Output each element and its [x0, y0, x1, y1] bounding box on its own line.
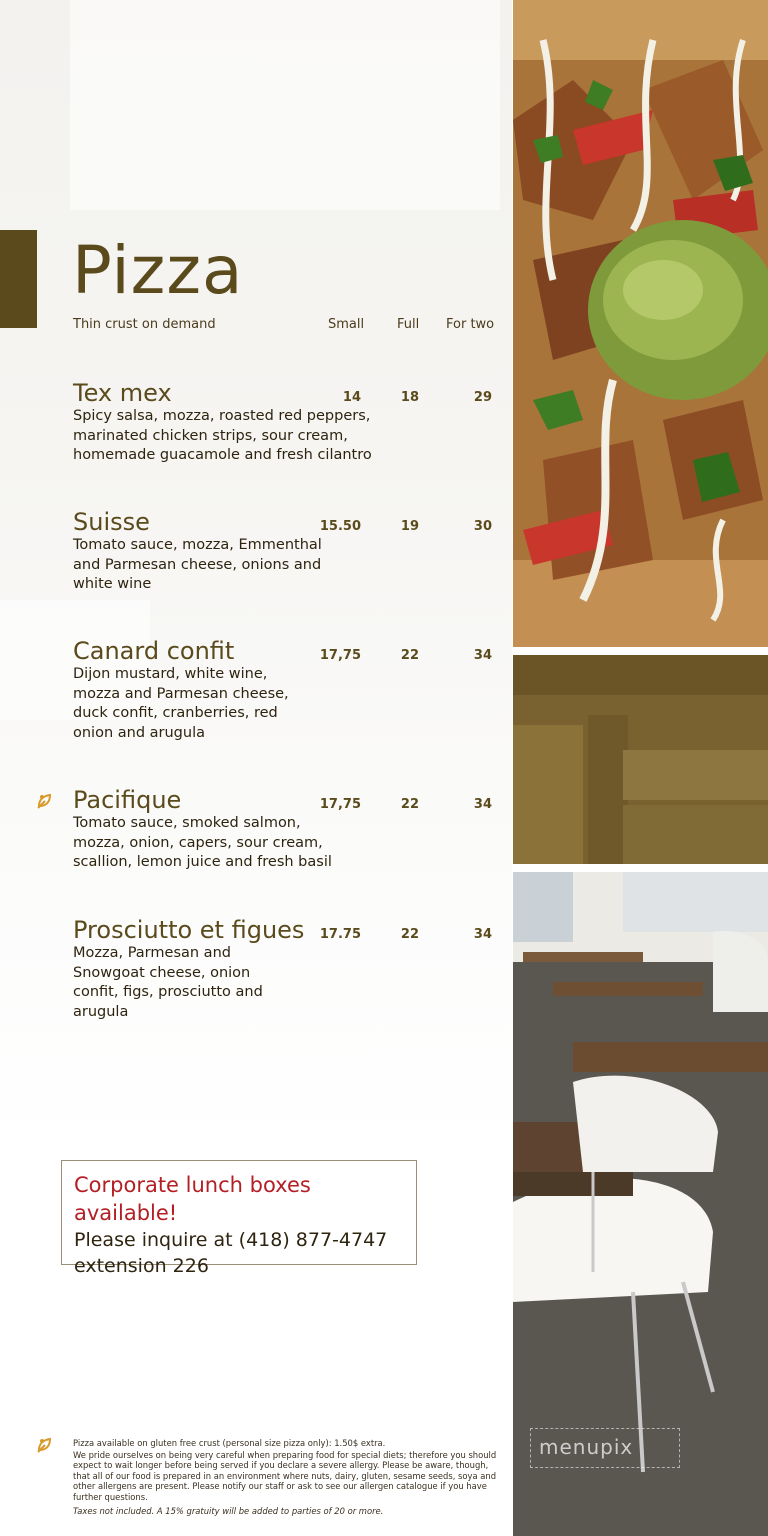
footnotes — [73, 1438, 503, 1517]
item-name: Pacifique — [73, 786, 182, 814]
pizza-photo — [513, 0, 768, 647]
price-small: 17.75 — [319, 927, 361, 942]
price-small: 14 — [342, 390, 361, 405]
allergy-note: We pride ourselves on being very careful when preparing food for special diets; therefore you should expect to wait longer before being served if you declare a severe allergy. Please be aware, though, that all of our food is prepared in an environment where nuts, dairy, gluten, sesame seeds, soya and other allergens are present. Please notify our staff or ask to see our allergen catalogue if you have further questions. — [73, 1449, 497, 1502]
price-for-two: 34 — [473, 927, 492, 942]
item-description: Spicy salsa, mozza, roasted red peppers, marinated chicken strips, sour cream, homemade guacamole and fresh cilantro — [73, 408, 372, 464]
price-full: 19 — [400, 519, 419, 534]
column-header-small: Small — [328, 317, 365, 332]
item-name: Tex mex — [73, 379, 172, 407]
menupix-watermark: menupix — [530, 1428, 680, 1468]
price-full: 22 — [400, 927, 419, 942]
corporate-lunch-promo — [61, 1160, 417, 1277]
price-full: 22 — [400, 648, 419, 663]
subtitle: Thin crust on demand — [73, 317, 216, 332]
window-reflection — [70, 0, 500, 210]
price-for-two: 30 — [473, 519, 492, 534]
promo-phone: Please inquire at (418) 877-4747 — [74, 1229, 388, 1251]
column-header-for-two: For two — [446, 317, 495, 332]
item-name: Prosciutto et figues — [73, 916, 305, 944]
item-name: Suisse — [73, 508, 150, 536]
title-accent-bar — [0, 230, 37, 328]
restaurant-wall-photo — [513, 655, 768, 864]
promo-extension: extension 226 — [74, 1255, 209, 1277]
price-small: 17,75 — [319, 797, 361, 812]
price-full: 18 — [400, 390, 419, 405]
price-for-two: 34 — [473, 648, 492, 663]
leaf-icon — [36, 1436, 54, 1454]
item-description: Mozza, Parmesan and Snowgoat cheese, onion confit, figs, prosciutto and arugula — [73, 945, 263, 1020]
promo-headline: Corporate lunch boxes available! — [74, 1173, 311, 1225]
leaf-icon — [36, 792, 54, 810]
item-description: Tomato sauce, mozza, Emmenthal and Parmesan cheese, onions and white wine — [73, 537, 322, 593]
taxes-note: Taxes not included. A 15% gratuity will be added to parties of 20 or more. — [73, 1505, 384, 1516]
page-title: Pizza — [72, 232, 244, 309]
price-for-two: 29 — [473, 390, 492, 405]
item-description: Tomato sauce, smoked salmon, mozza, onion, capers, sour cream, scallion, lemon juice and fresh basil — [73, 815, 332, 871]
price-small: 17,75 — [319, 648, 361, 663]
price-full: 22 — [400, 797, 419, 812]
wall-illustration — [513, 655, 768, 864]
price-for-two: 34 — [473, 797, 492, 812]
pizza-illustration — [513, 0, 768, 647]
item-description: Dijon mustard, white wine, mozza and Parmesan cheese, duck confit, cranberries, red onion and arugula — [73, 666, 289, 741]
item-name: Canard confit — [73, 637, 235, 665]
gluten-free-note: Pizza available on gluten free crust (personal size pizza only): 1.50$ extra. — [73, 1438, 386, 1448]
price-small: 15.50 — [319, 519, 361, 534]
column-header-full: Full — [397, 317, 420, 332]
